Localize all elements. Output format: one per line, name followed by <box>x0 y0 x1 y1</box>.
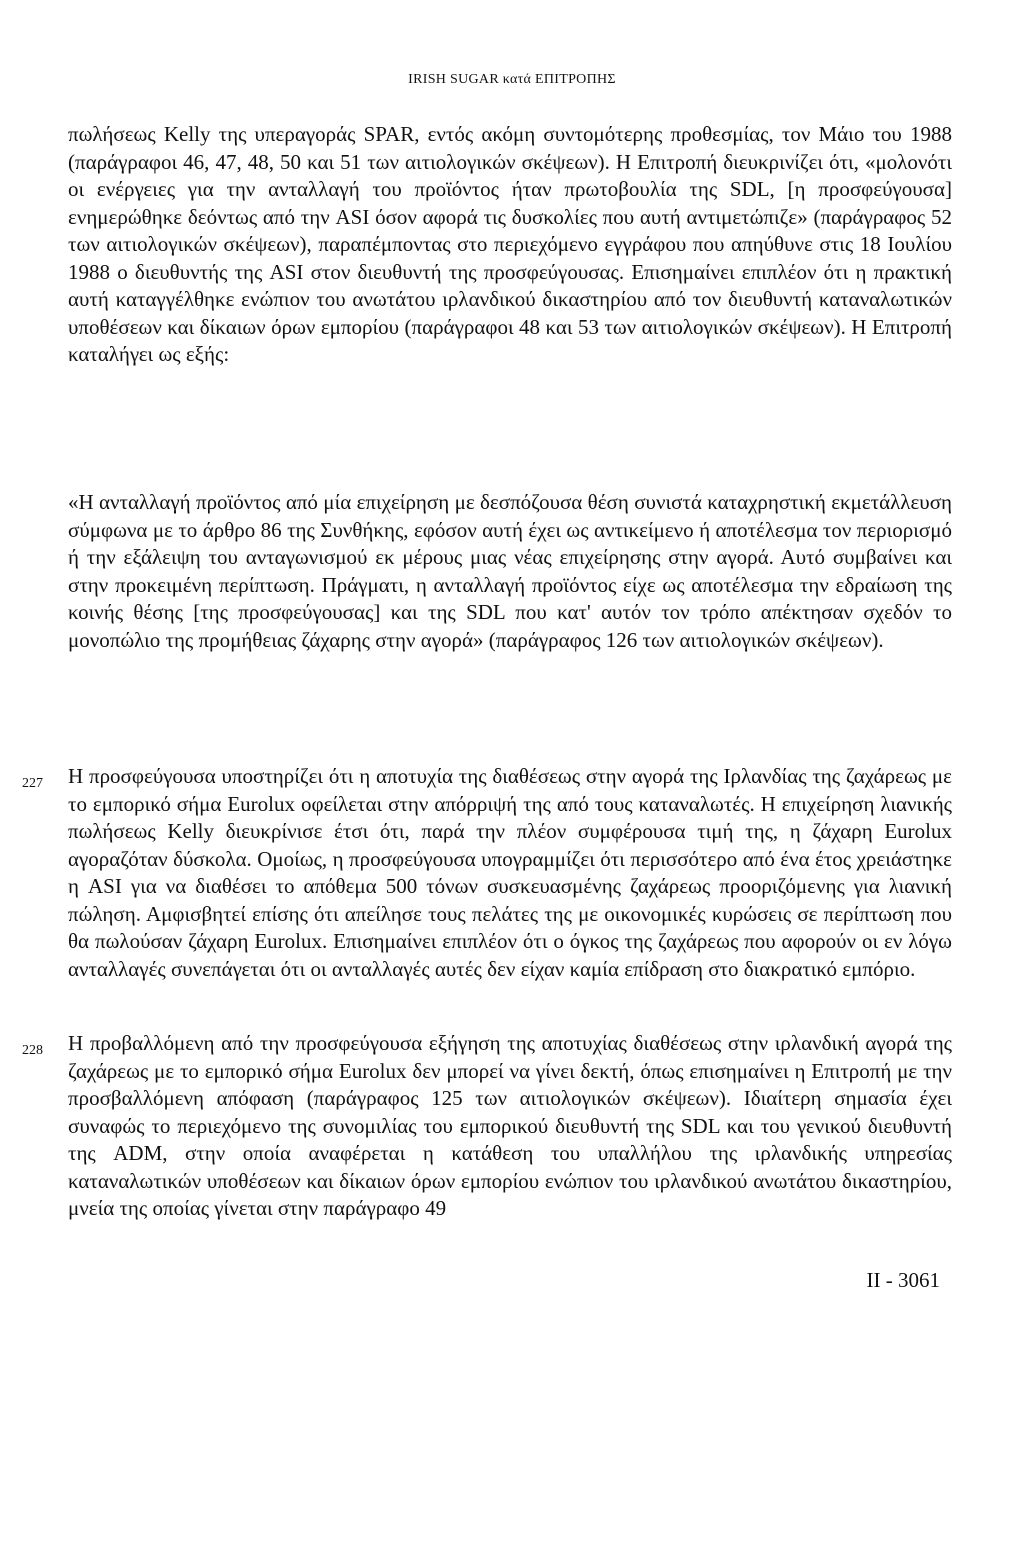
paragraph-227: Η προσφεύγουσα υποστηρίζει ότι η αποτυχία της διαθέσεως στην αγορά της Ιρλανδίας της ζαχάρεως με το εμπορικό σήμα Eurolux οφείλεται στην απόρριψή της από τους καταναλωτές. Η επιχείρηση λιανικής πωλήσεως Kelly διευκρίνισε έτσι ότι, παρά την πλέον συμφέρουσα τιμή της, η ζάχαρη Eurolux αγοραζόταν δύσκολα. Ομοίως, η προσφεύγουσα υπογραμμίζει ότι περισσότερο από ένα έτος χρειάστηκε η ASI για να διαθέσει το απόθεμα 500 τόνων συσκευασμένης ζαχάρεως προοριζόμενης για λιανική πώληση. Αμφισβητεί επίσης ότι απείλησε τους πελάτες της με οικονομικές κυρώσεις σε περίπτωση που θα πωλούσαν ζάχαρη Eurolux. Επισημαίνει επιπλέον ότι ο όγκος της ζαχάρεως που αφορούν οι εν λόγω ανταλλαγές συνεπάγεται ότι οι ανταλλαγές αυτές δεν είχαν καμία επίδραση στο διακρατικό εμπόριο. <box>68 764 952 981</box>
paragraph-number-227: 227 <box>22 776 43 791</box>
page-number: II - 3061 <box>866 1268 940 1292</box>
quoted-passage: «Η ανταλλαγή προϊόντος από μία επιχείρηση με δεσπόζουσα θέση συνιστά καταχρηστική εκμετάλλευση σύμφωνα με το άρθρο 86 της Συνθήκης, εφόσον αυτή έχει ως αντικείμενο ή αποτέλεσμα τον περιορισμό ή την εξάλειψη του ανταγωνισμού εκ μέρους μιας νέας επιχείρησης στην αγορά. Αυτό συμβαίνει και στην προκειμένη περίπτωση. Πράγματι, η ανταλλαγή προϊόντος είχε ως αποτέλεσμα την εδραίωση της κοινής θέσης [της προσφεύγουσας] και της SDL που κατ' αυτόν τον τρόπο απέκτησαν σχεδόν το μονοπώλιο της προμήθειας ζάχαρης στην αγορά» (παράγραφος 126 των αιτιολογικών σκέψεων). <box>68 490 952 652</box>
paragraph-number-228: 228 <box>22 1043 43 1058</box>
paragraph-continuation: πωλήσεως Kelly της υπεραγοράς SPAR, εντός ακόμη συντομότερης προθεσμίας, τον Μάιο του 1988 (παράγραφοι 46, 47, 48, 50 και 51 των αιτιολογικών σκέψεων). Η Επιτροπή διευκρινίζει ότι, «μολονότι οι ενέργειες για την ανταλλαγή του προϊόντος ήταν πρωτοβουλία της SDL, [η προσφεύγουσα] ενημερώθηκε δεόντως από την ASI όσον αφορά τις δυσκολίες που αυτή αντιμετώπιζε» (παράγραφος 52 των αιτιολογικών σκέψεων), παραπέμποντας στο περιεχόμενο εγγράφου που απηύθυνε στις 18 Ιουλίου 1988 ο διευθυντής της ASI στον διευθυντή της προσφεύγουσας. Επισημαίνει επιπλέον ότι η πρακτική αυτή καταγγέλθηκε ενώπιον του ανωτάτου ιρλανδικού δικαστηρίου από τον διευθυντή καταναλωτικών υποθέσεων και δίκαιων όρων εμπορίου (παράγραφοι 48 και 53 των αιτιολογικών σκέψεων). Η Επιτροπή καταλήγει ως εξής: <box>68 122 952 366</box>
running-header: IRISH SUGAR κατά ΕΠΙΤΡΟΠΗΣ <box>408 72 616 87</box>
paragraph-228: Η προβαλλόμενη από την προσφεύγουσα εξήγηση της αποτυχίας διαθέσεως στην ιρλανδική αγορά της ζαχάρεως με το εμπορικό σήμα Eurolux δεν μπορεί να γίνει δεκτή, όπως επισημαίνει η Επιτροπή με την προσβαλλόμενη απόφαση (παράγραφος 125 των αιτιολογικών σκέψεων). Ιδιαίτερη σημασία έχει συναφώς το περιεχόμενο της συνομιλίας του εμπορικού διευθυντή της SDL και του γενικού διευθυντή της ADM, στην οποία αναφέρεται η κατάθεση του υπαλλήλου της ιρλανδικής υπηρεσίας καταναλωτικών υποθέσεων και δίκαιων όρων εμπορίου ενώπιον του ιρλανδικού ανωτάτου δικαστηρίου, μνεία της οποίας γίνεται στην παράγραφο 49 <box>68 1031 952 1220</box>
